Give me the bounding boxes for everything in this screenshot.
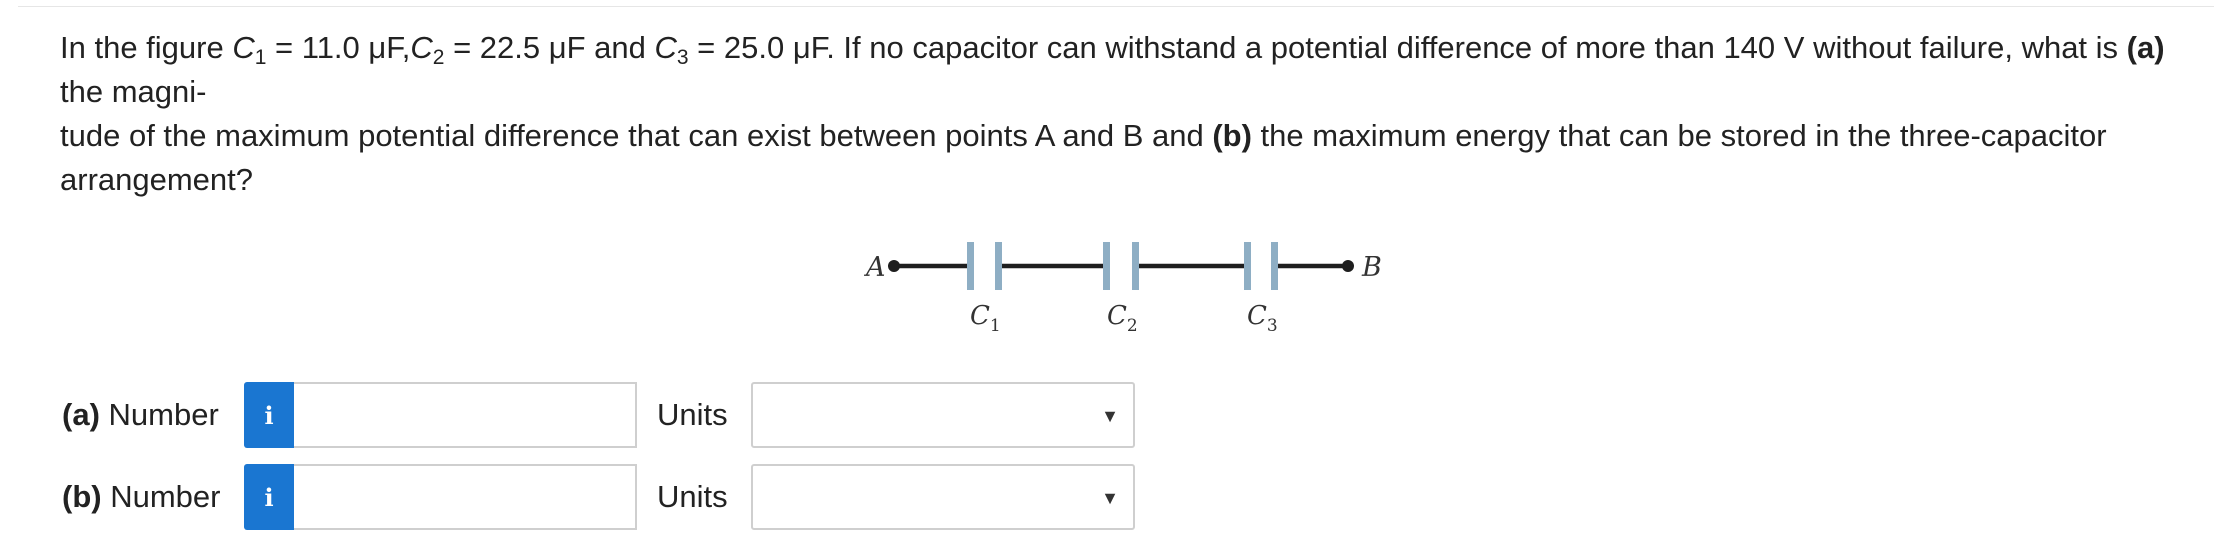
part-a-tag: (a)	[2126, 30, 2165, 65]
chevron-down-icon: ▼	[1101, 488, 1119, 508]
answer-row-a	[62, 382, 1135, 448]
chevron-down-icon: ▼	[1101, 406, 1119, 426]
terminal-a-dot	[888, 260, 900, 272]
c1-symbol: C	[232, 30, 255, 65]
capacitor-c1	[967, 242, 1002, 290]
top-divider	[18, 6, 2214, 7]
point-b-label: B	[1362, 252, 1382, 283]
units-dropdown-b[interactable]	[751, 464, 1135, 530]
answer-b-label: (b) Number	[62, 479, 221, 514]
info-icon[interactable]: i	[244, 382, 294, 448]
question-text: In the figure $C_1 = 11.0$ $\mu F,C_2 = 22.5$ μF and $C_3 = 25.0$ μF. If no capacitor can withstand a potential difference of more than 140 V without failure, what is (a) the magni- tude of the maximum potential difference that can exist between points A and B and (b) the maximum energy that can be stored in the three-capacitor arrangement?	[60, 30, 2165, 197]
c2-label: $C_2$	[1107, 301, 1138, 336]
part-b-tag: (b)	[1212, 118, 1252, 153]
units-dropdown-a[interactable]	[751, 382, 1135, 448]
capacitor-c2	[1103, 242, 1139, 290]
answer-a-label: (a) Number	[62, 397, 219, 432]
terminal-b-dot	[1342, 260, 1354, 272]
c2-symbol: C	[410, 30, 433, 65]
c3-label: $C_3$	[1247, 301, 1278, 336]
number-input-a[interactable]	[294, 382, 637, 448]
units-label-a: Units	[657, 397, 728, 432]
units-label-b: Units	[657, 479, 728, 514]
answer-row-b	[62, 464, 1135, 530]
c3-symbol: C	[654, 30, 677, 65]
info-icon[interactable]: i	[244, 464, 294, 530]
c1-label: $C_1$	[970, 301, 1001, 336]
point-a-label: A	[866, 252, 886, 283]
number-input-b[interactable]	[294, 464, 637, 530]
capacitor-circuit-figure	[860, 234, 1400, 344]
capacitor-c3	[1244, 242, 1278, 290]
